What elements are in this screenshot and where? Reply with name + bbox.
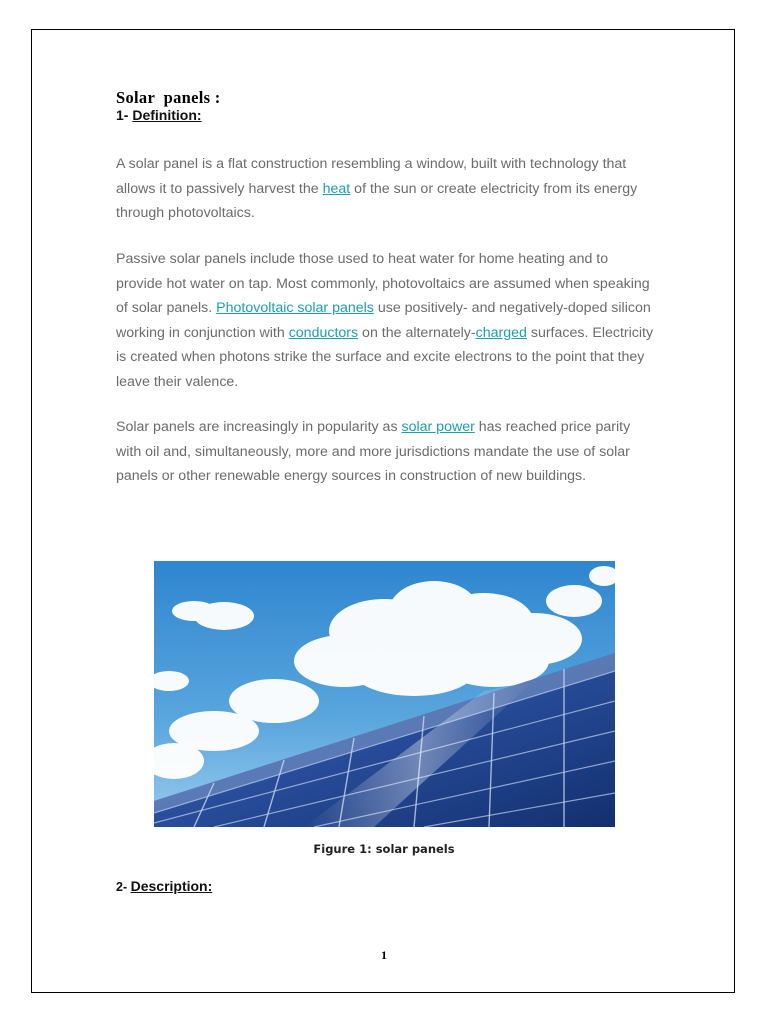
link-conductors[interactable]: conductors: [288, 324, 359, 341]
paragraph-passive-panels: [116, 247, 658, 394]
paragraph-text: has reached price parity with oil and, simultaneously, more and more jurisdictions mandate the use of solar panels or other renewable energy sources in construction of new buildings.: [116, 419, 631, 484]
paragraph-text: surfaces. Electricity is created when photons strike the surface and excite electrons to the point that they leave their valence.: [116, 324, 654, 390]
section-number: 1-: [116, 107, 133, 123]
document-title: Solar panels :: [116, 88, 221, 107]
paragraph-definition: [116, 152, 658, 226]
link-photovoltaic-solar-panels[interactable]: Photovoltaic solar panels: [216, 300, 374, 316]
paragraph-text: use positively- and negatively-doped silicon working in conjunction with: [116, 300, 651, 341]
link-solar-power[interactable]: solar power: [401, 419, 475, 435]
paragraph-text: on the alternately-: [358, 324, 476, 341]
section-label: Description:: [130, 878, 213, 894]
paragraph-text: Solar panels are increasingly in popularity as: [116, 419, 402, 435]
solar-panels-photo: [154, 561, 615, 827]
section-label: Definition:: [132, 107, 202, 123]
figure-caption: Figure 1: solar panels: [313, 842, 455, 856]
link-heat[interactable]: heat: [322, 180, 351, 197]
paragraph-text: A solar panel is a flat construction resembling a window, built with technology that allows it to passively harvest the: [116, 156, 627, 197]
link-charged[interactable]: charged: [475, 324, 527, 341]
paragraph-popularity: [116, 415, 658, 489]
section-number: 2-: [116, 880, 131, 894]
section-heading-description: [116, 878, 212, 896]
page-number: 1: [381, 948, 387, 962]
paragraph-text: Passive solar panels include those used to heat water for home heating and to provide hot water on tap. Most commonly, photovoltaics are assumed when speaking of solar panels.: [116, 251, 650, 316]
section-heading-definition: [116, 107, 202, 125]
paragraph-text: of the sun or create electricity from its energy through photovoltaics.: [116, 180, 638, 221]
